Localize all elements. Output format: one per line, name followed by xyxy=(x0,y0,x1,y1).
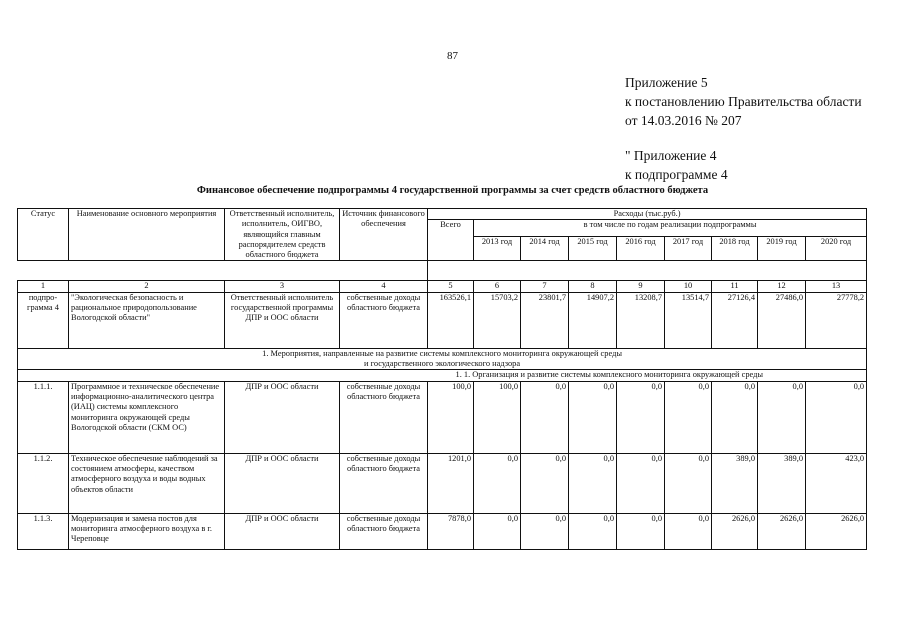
subsection-heading-row xyxy=(18,370,867,381)
row-status: 1.1.1. xyxy=(18,381,69,453)
header-source: Источник финансового обеспечения xyxy=(340,209,428,261)
row-value: 0,0 xyxy=(712,381,758,453)
row-value: 0,0 xyxy=(474,453,521,513)
header-executor: Ответственный исполнитель, исполнитель, ОИГВО, являющийся главным распорядителем средств областного бюджета xyxy=(225,209,340,261)
row-value: 27126,4 xyxy=(712,292,758,348)
row-name: Программное и техническое обеспечение информационно-аналитического центра (ИАЦ) системы комплексного мониторинга окружающей среды Вологодской области (СКМ ОС) xyxy=(69,381,225,453)
row-value: 0,0 xyxy=(758,381,806,453)
header-expenses: Расходы (тыс.руб.) xyxy=(428,209,867,220)
header-year: 2019 год xyxy=(758,237,806,261)
column-number: 3 xyxy=(225,281,340,292)
row-value: 0,0 xyxy=(474,513,521,549)
document-title: Финансовое обеспечение подпрограммы 4 государственной программы за счет средств областного бюджета xyxy=(196,185,709,196)
column-number: 11 xyxy=(712,281,758,292)
column-number: 10 xyxy=(665,281,712,292)
financing-table xyxy=(17,208,867,550)
row-value: 13208,7 xyxy=(617,292,665,348)
column-number-row xyxy=(18,281,867,292)
appendix-line: Приложение 5 xyxy=(625,75,708,90)
section-heading-row xyxy=(18,348,867,370)
row-value: 14907,2 xyxy=(569,292,617,348)
header-total: Всего xyxy=(428,220,474,261)
column-number: 2 xyxy=(69,281,225,292)
column-number: 7 xyxy=(521,281,569,292)
header-year: 2016 год xyxy=(617,237,665,261)
column-number: 12 xyxy=(758,281,806,292)
row-value: 0,0 xyxy=(665,513,712,549)
header-by-years: в том числе по годам реализации подпрограммы xyxy=(474,220,867,237)
row-value: 2626,0 xyxy=(758,513,806,549)
header-status: Статус xyxy=(18,209,69,261)
row-value: 0,0 xyxy=(521,513,569,549)
row-executor: Ответственный исполнитель государственной программы ДПР и ООС области xyxy=(225,292,340,348)
row-executor: ДПР и ООС области xyxy=(225,453,340,513)
column-number: 13 xyxy=(806,281,867,292)
row-status: подпро-грамма 4 xyxy=(18,292,69,348)
row-value: 389,0 xyxy=(758,453,806,513)
appendix-block xyxy=(625,73,862,184)
row-value: 100,0 xyxy=(474,381,521,453)
row-value: 0,0 xyxy=(665,453,712,513)
appendix-line: от 14.03.2016 № 207 xyxy=(625,113,742,128)
row-value: 15703,2 xyxy=(474,292,521,348)
header-year: 2020 год xyxy=(806,237,867,261)
column-number: 4 xyxy=(340,281,428,292)
row-value: 2626,0 xyxy=(712,513,758,549)
header-year: 2018 год xyxy=(712,237,758,261)
row-name: "Экологическая безопасность и рациональное природопользование Вологодской области" xyxy=(69,292,225,348)
row-name: Техническое обеспечение наблюдений за состоянием атмосферы, качеством атмосферного воздуха и воды водных объектов области xyxy=(69,453,225,513)
appendix-line: к постановлению Правительства области xyxy=(625,94,862,109)
row-value: 13514,7 xyxy=(665,292,712,348)
appendix-line: " Приложение 4 xyxy=(625,148,717,163)
subsection-heading: 1. 1. Организация и развитие системы комплексного мониторинга окружающей среды xyxy=(428,370,867,381)
header-year: 2017 год xyxy=(665,237,712,261)
row-name: Модернизация и замена постов для мониторинга атмосферного воздуха в г. Череповце xyxy=(69,513,225,549)
row-value: 389,0 xyxy=(712,453,758,513)
row-value: 0,0 xyxy=(521,381,569,453)
row-value: 27486,0 xyxy=(758,292,806,348)
row-value: 0,0 xyxy=(521,453,569,513)
row-total: 163526,1 xyxy=(428,292,474,348)
row-executor: ДПР и ООС области xyxy=(225,381,340,453)
row-value: 0,0 xyxy=(617,453,665,513)
table-row xyxy=(18,453,867,513)
row-value: 0,0 xyxy=(569,453,617,513)
row-value: 27778,2 xyxy=(806,292,867,348)
row-value: 0,0 xyxy=(665,381,712,453)
row-source: собственные доходы областного бюджета xyxy=(340,292,428,348)
row-status: 1.1.2. xyxy=(18,453,69,513)
row-source: собственные доходы областного бюджета xyxy=(340,453,428,513)
column-number: 8 xyxy=(569,281,617,292)
section-heading-line: и государственного экологического надзора xyxy=(364,359,521,369)
header-year: 2015 год xyxy=(569,237,617,261)
header-name: Наименование основного мероприятия xyxy=(69,209,225,261)
subprogram-row xyxy=(18,292,867,348)
row-value: 0,0 xyxy=(569,513,617,549)
table-row xyxy=(18,381,867,453)
column-number: 9 xyxy=(617,281,665,292)
page-number: 87 xyxy=(447,50,458,62)
row-value: 23801,7 xyxy=(521,292,569,348)
row-source: собственные доходы областного бюджета xyxy=(340,513,428,549)
row-value: 0,0 xyxy=(806,381,867,453)
column-number: 1 xyxy=(18,281,69,292)
column-number: 5 xyxy=(428,281,474,292)
row-value: 423,0 xyxy=(806,453,867,513)
column-number: 6 xyxy=(474,281,521,292)
row-value: 2626,0 xyxy=(806,513,867,549)
section-heading xyxy=(18,348,867,370)
row-source: собственные доходы областного бюджета xyxy=(340,381,428,453)
header-year: 2014 год xyxy=(521,237,569,261)
header-year: 2013 год xyxy=(474,237,521,261)
appendix-line: к подпрограмме 4 xyxy=(625,167,728,182)
table-row xyxy=(18,513,867,549)
row-total: 100,0 xyxy=(428,381,474,453)
section-heading-line: 1. Мероприятия, направленные на развитие системы комплексного мониторинга окружающей среды xyxy=(262,348,622,358)
row-value: 0,0 xyxy=(617,381,665,453)
row-total: 1201,0 xyxy=(428,453,474,513)
row-total: 7878,0 xyxy=(428,513,474,549)
row-executor: ДПР и ООС области xyxy=(225,513,340,549)
row-value: 0,0 xyxy=(617,513,665,549)
row-value: 0,0 xyxy=(569,381,617,453)
row-status: 1.1.3. xyxy=(18,513,69,549)
